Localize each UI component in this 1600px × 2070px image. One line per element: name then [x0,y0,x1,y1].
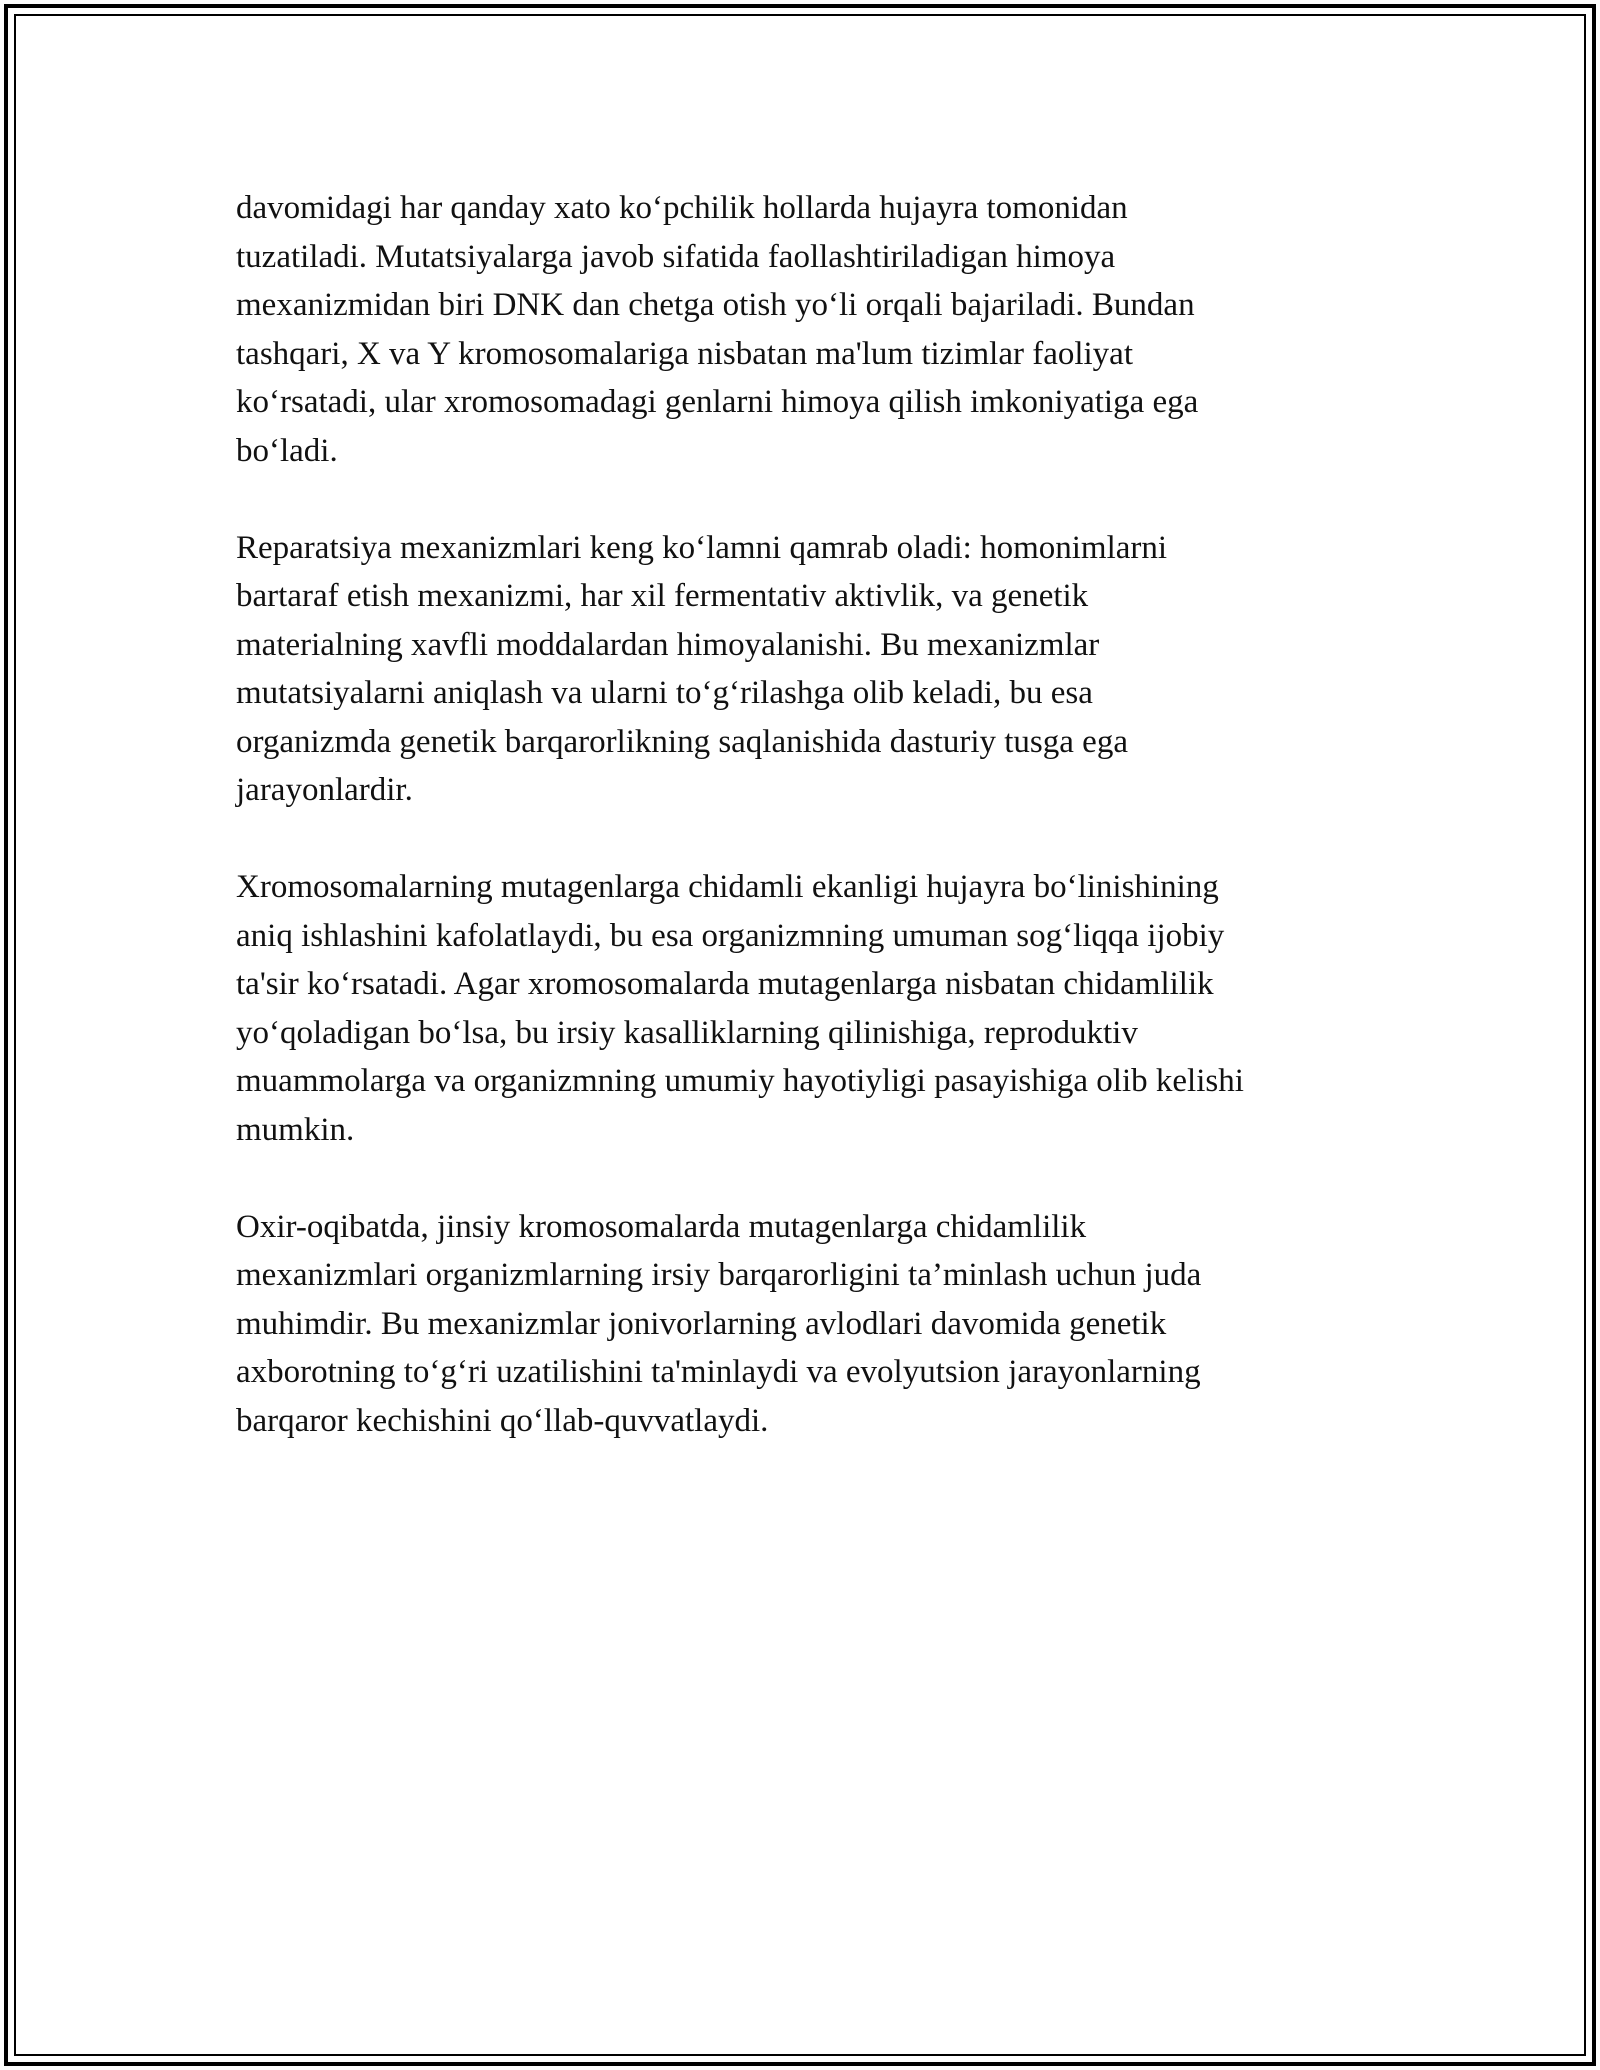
paragraph-1: davomidagi har qanday xato ko‘pchilik hollarda hujayra tomonidan tuzatiladi. Mutatsiyalarga javob sifatida faollashtiriladigan himoya mexanizmidan biri DNK dan chetga otish yo‘li orqali bajariladi. Bundan tashqari, X va Y kromosomalariga nisbatan ma'lum tizimlar faoliyat ko‘rsatadi, ular xromosomadagi genlarni himoya qilish imkoniyatiga ega bo‘ladi. [236,190,1199,469]
paragraph-2: Reparatsiya mexanizmlari keng ko‘lamni qamrab oladi: homonimlarni bartaraf etish mexanizmi, har xil fermentativ aktivlik, va genetik materialning xavfli moddalardan himoyalanishi. Bu mexanizmlar mutatsiyalarni aniqlash va ularni to‘g‘rilashga olib keladi, bu esa organizmda genetik barqarorlikning saqlanishida dasturiy tusga ega jarayonlardir. [236,529,1168,808]
paragraph-3: Xromosomalarning mutagenlarga chidamli ekanligi hujayra bo‘linishining aniq ishlashini kafolatlaydi, bu esa organizmning umuman sog‘liqqa ijobiy ta'sir ko‘rsatadi. Agar xromosomalarda mutagenlarga nisbatan chidamlilik yo‘qoladigan bo‘lsa, bu irsiy kasalliklarning qilinishiga, reproduktiv muammolarga va organizmning umumiy hayotiyligi pasayishiga olib kelishi mumkin. [236,869,1244,1148]
paragraph-4: Oxir-oqibatda, jinsiy kromosomalarda mutagenlarga chidamlilik mexanizmlari organizmlarning irsiy barqarorligini ta’minlash uchun juda muhimdir. Bu mexanizmlar jonivorlarning avlodlari davomida genetik axborotning to‘g‘ri uzatilishini ta'minlaydi va evolyutsion jarayonlarning barqaror kechishini qo‘llab-quvvatlaydi. [236,1208,1202,1439]
document-body [236,184,1376,1494]
